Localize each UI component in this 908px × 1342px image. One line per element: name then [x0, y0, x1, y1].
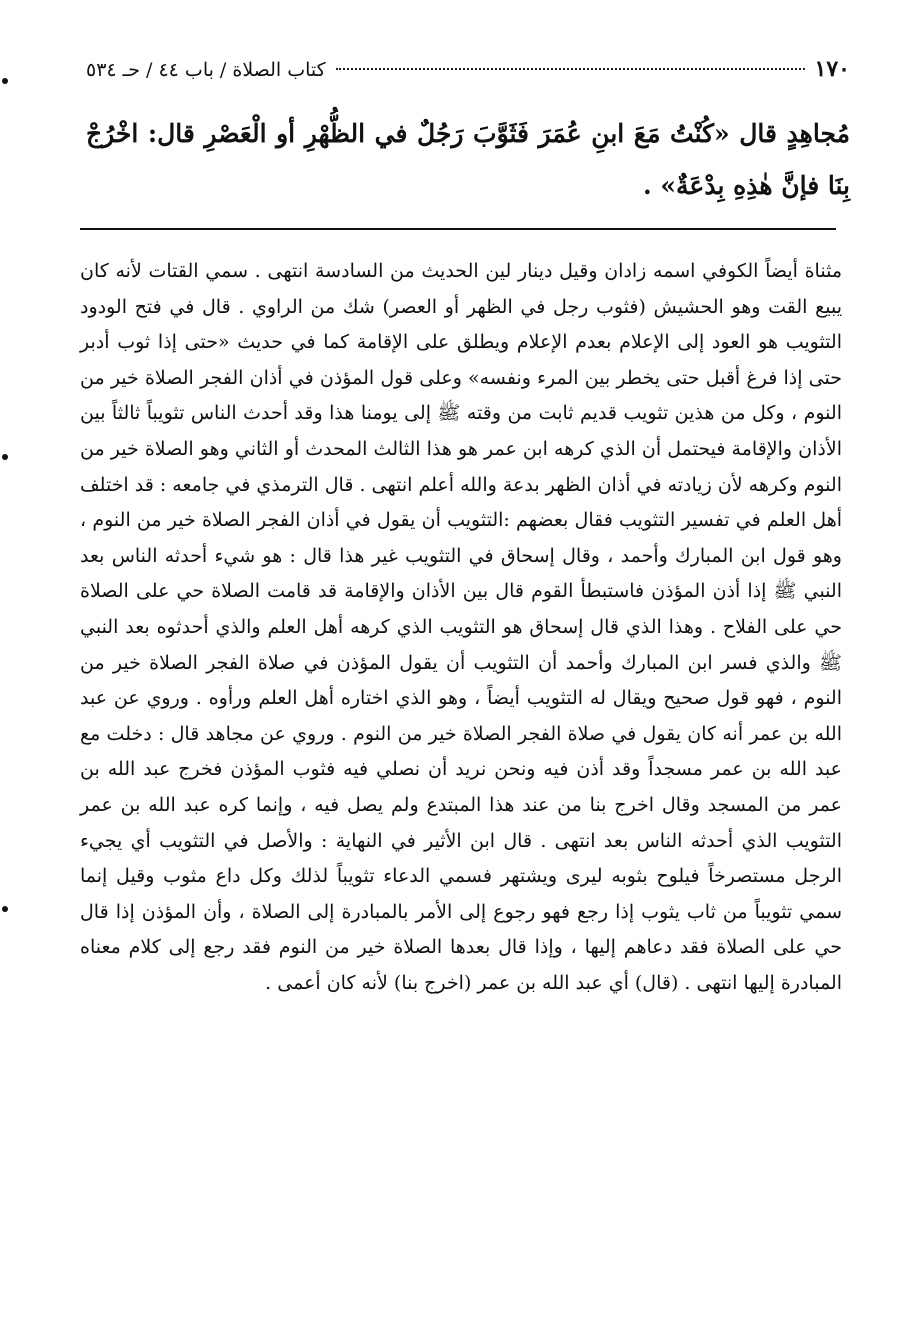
page-number: ١٧٠	[814, 56, 850, 82]
commentary-text: مثناة أيضاً الكوفي اسمه زادان وقيل دينار لين الحديث من السادسة انتهى . سمي القتات لأنه كان يبيع القت وهو الحشيش (فثوب رجل في الظهر أو العصر) شك من الراوي . قال في فتح الودود التثويب هو العود إلى الإعلام بعدم الإعلام ويطلق على الإقامة كما في حديث «حتى إذا ثوب أدبر حتى إذا فرغ أقبل حتى يخطر بين المرء ونفسه» وعلى قول المؤذن في أذان الفجر الصلاة خير من النوم ، وكل من هذين تثويب قديم ثابت من وقته ﷺ إلى يومنا هذا وقد أحدث الناس تثويباً ثالثاً بين الأذان والإقامة فيحتمل أن الذي كرهه ابن عمر هو هذا الثالث المحدث أو الثاني وهو الصلاة خير من النوم وكرهه لأن زيادته في أذان الظهر بدعة والله أعلم انتهى . قال الترمذي في جامعه : قد اختلف أهل العلم في تفسير التثويب فقال بعضهم :التثويب أن يقول في أذان الفجر الصلاة خير من النوم ، وهو قول ابن المبارك وأحمد ، وقال إسحاق في التثويب غير هذا قال : هو شيء أحدثه الناس بعد النبي ﷺ إذا أذن المؤذن فاستبطأ القوم قال بين الأذان والإقامة قد قامت الصلاة حي على الصلاة حي على الفلاح . وهذا الذي قال إسحاق هو التثويب الذي كرهه أهل العلم والذي أحدثوه بعد النبي ﷺ والذي فسر ابن المبارك وأحمد أن التثويب أن يقول المؤذن في صلاة الفجر الصلاة خير من النوم ، فهو قول صحيح ويقال له التثويب أيضاً ، وهو الذي اختاره أهل العلم ورأوه . وروي عن عبد الله بن عمر أنه كان يقول في صلاة الفجر الصلاة خير من النوم . وروي عن مجاهد قال : دخلت مع عبد الله بن عمر مسجداً وقد أذن فيه ونحن نريد أن نصلي فيه فثوب المؤذن فخرج عبد الله بن عمر من المسجد وقال اخرج بنا من عند هذا المبتدع ولم يصل فيه ، وإنما كره عبد الله بن عمر التثويب الذي أحدثه الناس بعد انتهى . قال ابن الأثير في النهاية : والأصل في التثويب أي يجيء الرجل مستصرخاً فيلوح بثوبه ليرى ويشتهر فسمي الدعاء تثويباً لذلك وكل داع مثوب وقيل إنما سمي تثويباً من ثاب يثوب إذا رجع فهو رجوع إلى الأمر بالمبادرة إلى الصلاة ، وأن المؤذن إذا قال حي على الصلاة فقد دعاهم إليها ، وإذا قال بعدها الصلاة خير من النوم فقد رجع إلى كلام معناه المبادرة إليها انتهى . (قال) أي عبد الله بن عمر (اخرج بنا) لأنه كان أعمى .	[80, 260, 842, 994]
scan-mark	[2, 78, 8, 84]
commentary-block	[80, 254, 842, 1001]
hadith-text: مُجاهِدٍ قال «كُنْتُ مَعَ ابنِ عُمَرَ فَثَوَّبَ رَجُلٌ في الظُّهْرِ أو الْعَصْرِ قال: اخْرُجْ بِنَا فإنَّ هٰذِهِ بِدْعَةٌ» .	[86, 119, 850, 200]
footnote-divider	[80, 228, 836, 230]
running-title: كتاب الصلاة / باب ٤٤ / حـ ٥٣٤	[86, 59, 326, 81]
scan-mark	[2, 906, 8, 912]
page-header	[86, 56, 850, 96]
scan-mark	[2, 454, 8, 460]
dotted-leader	[336, 68, 805, 70]
